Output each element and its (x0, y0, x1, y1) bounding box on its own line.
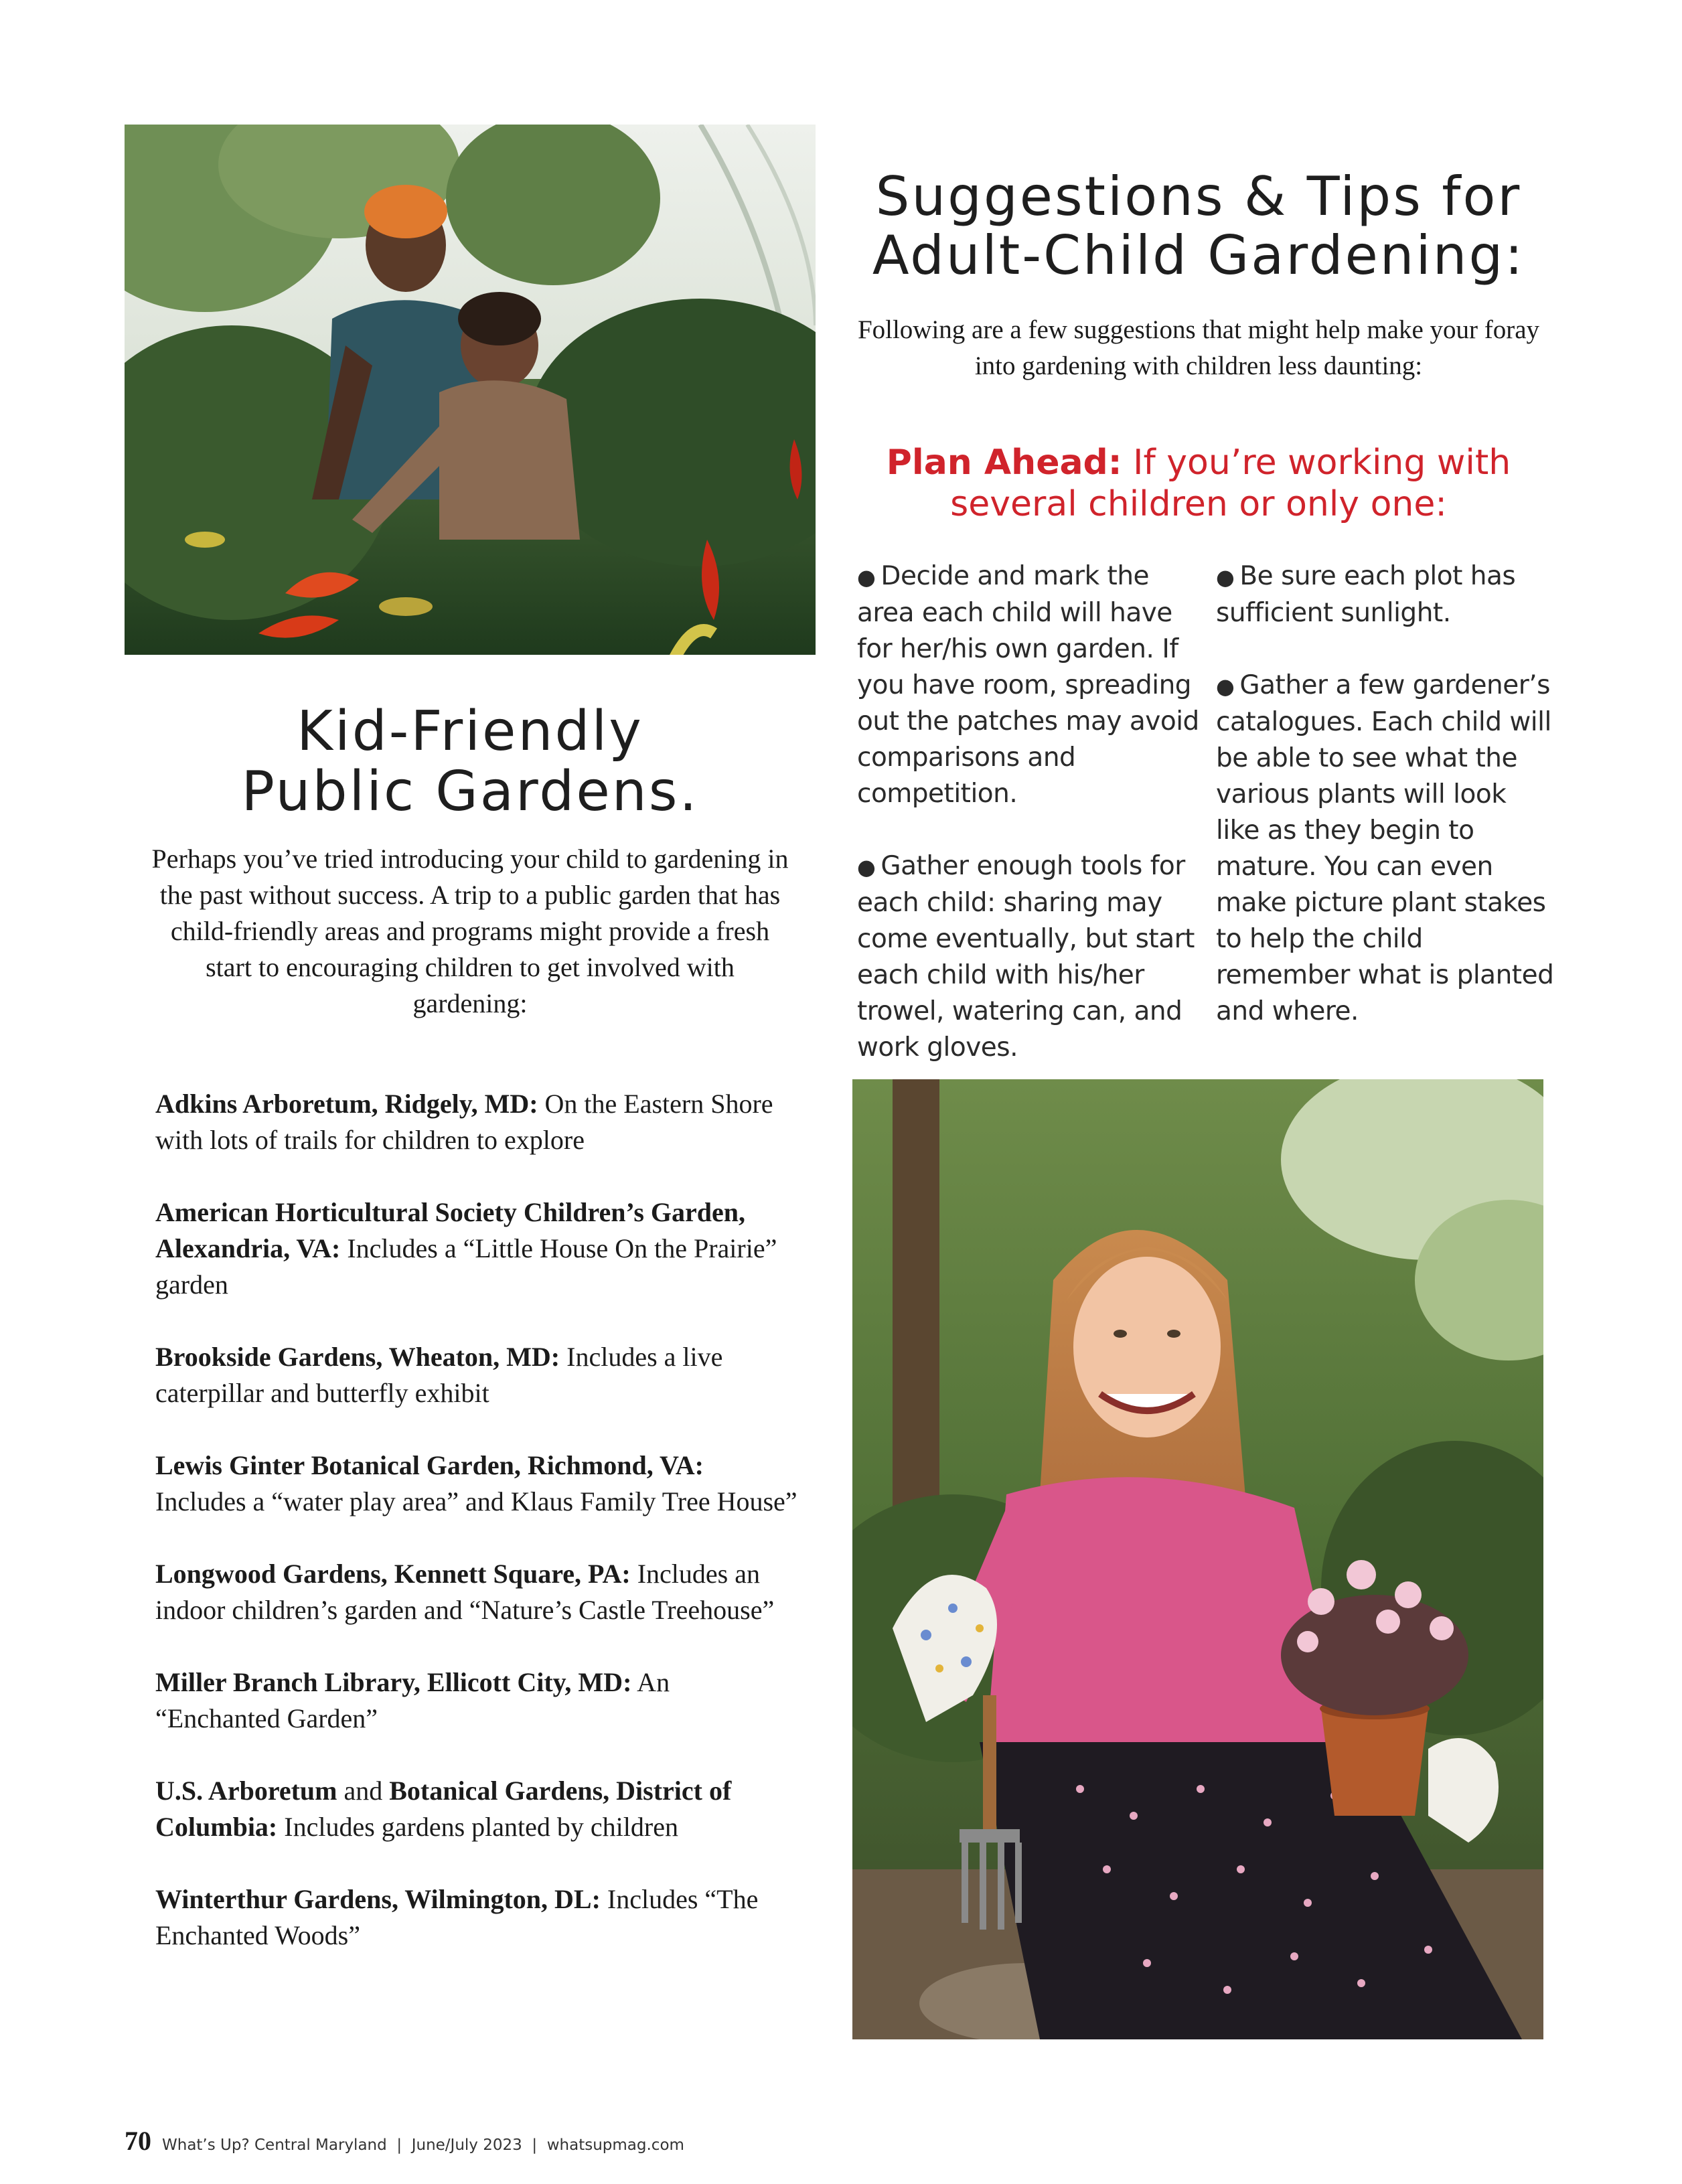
kids-heading-line1: Kid-Friendly (297, 700, 643, 763)
garden-description: Includes a live caterpillar and butterfly exhibit (155, 1342, 723, 1408)
bullet-icon: ● (1216, 564, 1235, 590)
plan-ahead-text: If you’re working with several children or only one: (950, 443, 1511, 524)
bullet-icon: ● (857, 854, 876, 880)
tips-intro: Following are a few suggestions that might help make your foray into gardening with children less daunting: (857, 315, 1540, 380)
list-item (155, 1556, 798, 1628)
garden-name: Brookside Gardens, Wheaton, MD: (155, 1342, 560, 1372)
tip-item (1216, 668, 1557, 1030)
garden-description: Includes a “Little House On the Prairie” garden (155, 1233, 777, 1300)
garden-description: Includes a “water play area” and Klaus Family Tree House” (155, 1486, 797, 1516)
photo-adult-child-gardening (125, 125, 816, 655)
gardens-list (155, 1086, 798, 1990)
bullet-icon: ● (857, 564, 876, 590)
garden-name-secondary: Botanical Gardens, District of Columbia: (155, 1776, 732, 1842)
tip-text: Gather enough tools for each child: sharing may come eventually, but start each child with his/her trowel, watering can, and work gloves. (857, 851, 1195, 1063)
garden-description: Includes an indoor children’s garden and “Nature’s Castle Treehouse” (155, 1559, 775, 1625)
list-item (155, 1194, 798, 1303)
kids-heading (125, 702, 816, 822)
garden-name: American Horticultural Society Children’s Garden, Alexandria, VA: (155, 1197, 746, 1263)
list-item (155, 1086, 798, 1158)
footer-publication-info: What’s Up? Central Maryland | June/July 2023 | whatsupmag.com (162, 2136, 684, 2154)
footer (125, 2125, 684, 2157)
tips-column-left (857, 558, 1205, 1102)
garden-description: Includes gardens planted by children (277, 1812, 678, 1842)
garden-name: Adkins Arboretum, Ridgely, MD: (155, 1089, 538, 1119)
tip-text: Be sure each plot has sufficient sunlight. (1216, 561, 1516, 628)
garden-name: Miller Branch Library, Ellicott City, MD: (155, 1667, 632, 1697)
list-item (155, 1448, 798, 1520)
tips-column-right (1216, 558, 1557, 1066)
kids-intro: Perhaps you’ve tried introducing your child to gardening in the past without success. A trip to a public garden that has child-friendly areas and programs might provide a fresh start to encouraging children to get involved with gardening: (151, 844, 789, 1018)
plan-ahead-label: Plan Ahead: (886, 443, 1122, 483)
tip-text: Gather a few gardener’s catalogues. Each child will be able to see what the various plants will look like as they begin to mature. You can even make picture plant stakes to help the child remember what is planted and where. (1216, 670, 1554, 1026)
kids-heading-line2: Public Gardens. (241, 760, 699, 824)
tips-heading-line1: Suggestions & Tips for (875, 165, 1522, 228)
garden-description: On the Eastern Shore with lots of trails for children to explore (155, 1089, 773, 1155)
bullet-icon: ● (1216, 674, 1235, 699)
list-item (155, 1881, 798, 1954)
list-item (155, 1773, 798, 1845)
list-item (155, 1339, 798, 1411)
tip-item (857, 558, 1205, 812)
tips-heading-line2: Adult-Child Gardening: (872, 224, 1525, 287)
garden-description: An “Enchanted Garden” (155, 1667, 670, 1733)
garden-name: Lewis Ginter Botanical Garden, Richmond, VA: (155, 1450, 704, 1480)
photo-girl-with-flowers (852, 1079, 1543, 2039)
garden-name: Longwood Gardens, Kennett Square, PA: (155, 1559, 631, 1589)
page-number: 70 (125, 2126, 151, 2156)
tip-item (857, 848, 1205, 1066)
garden-name: U.S. Arboretum (155, 1776, 337, 1806)
plan-ahead-subheading (850, 442, 1547, 525)
tip-text: Decide and mark the area each child will have for her/his own garden. If you have room, spreading out the patches may avoid comparisons and competition. (857, 561, 1199, 809)
garden-name: Winterthur Gardens, Wilmington, DL: (155, 1884, 601, 1914)
list-item (155, 1664, 798, 1737)
tips-heading (850, 167, 1547, 285)
tip-item (1216, 558, 1557, 631)
garden-description: Includes “The Enchanted Woods” (155, 1884, 759, 1950)
garden-joiner: and (337, 1776, 390, 1806)
